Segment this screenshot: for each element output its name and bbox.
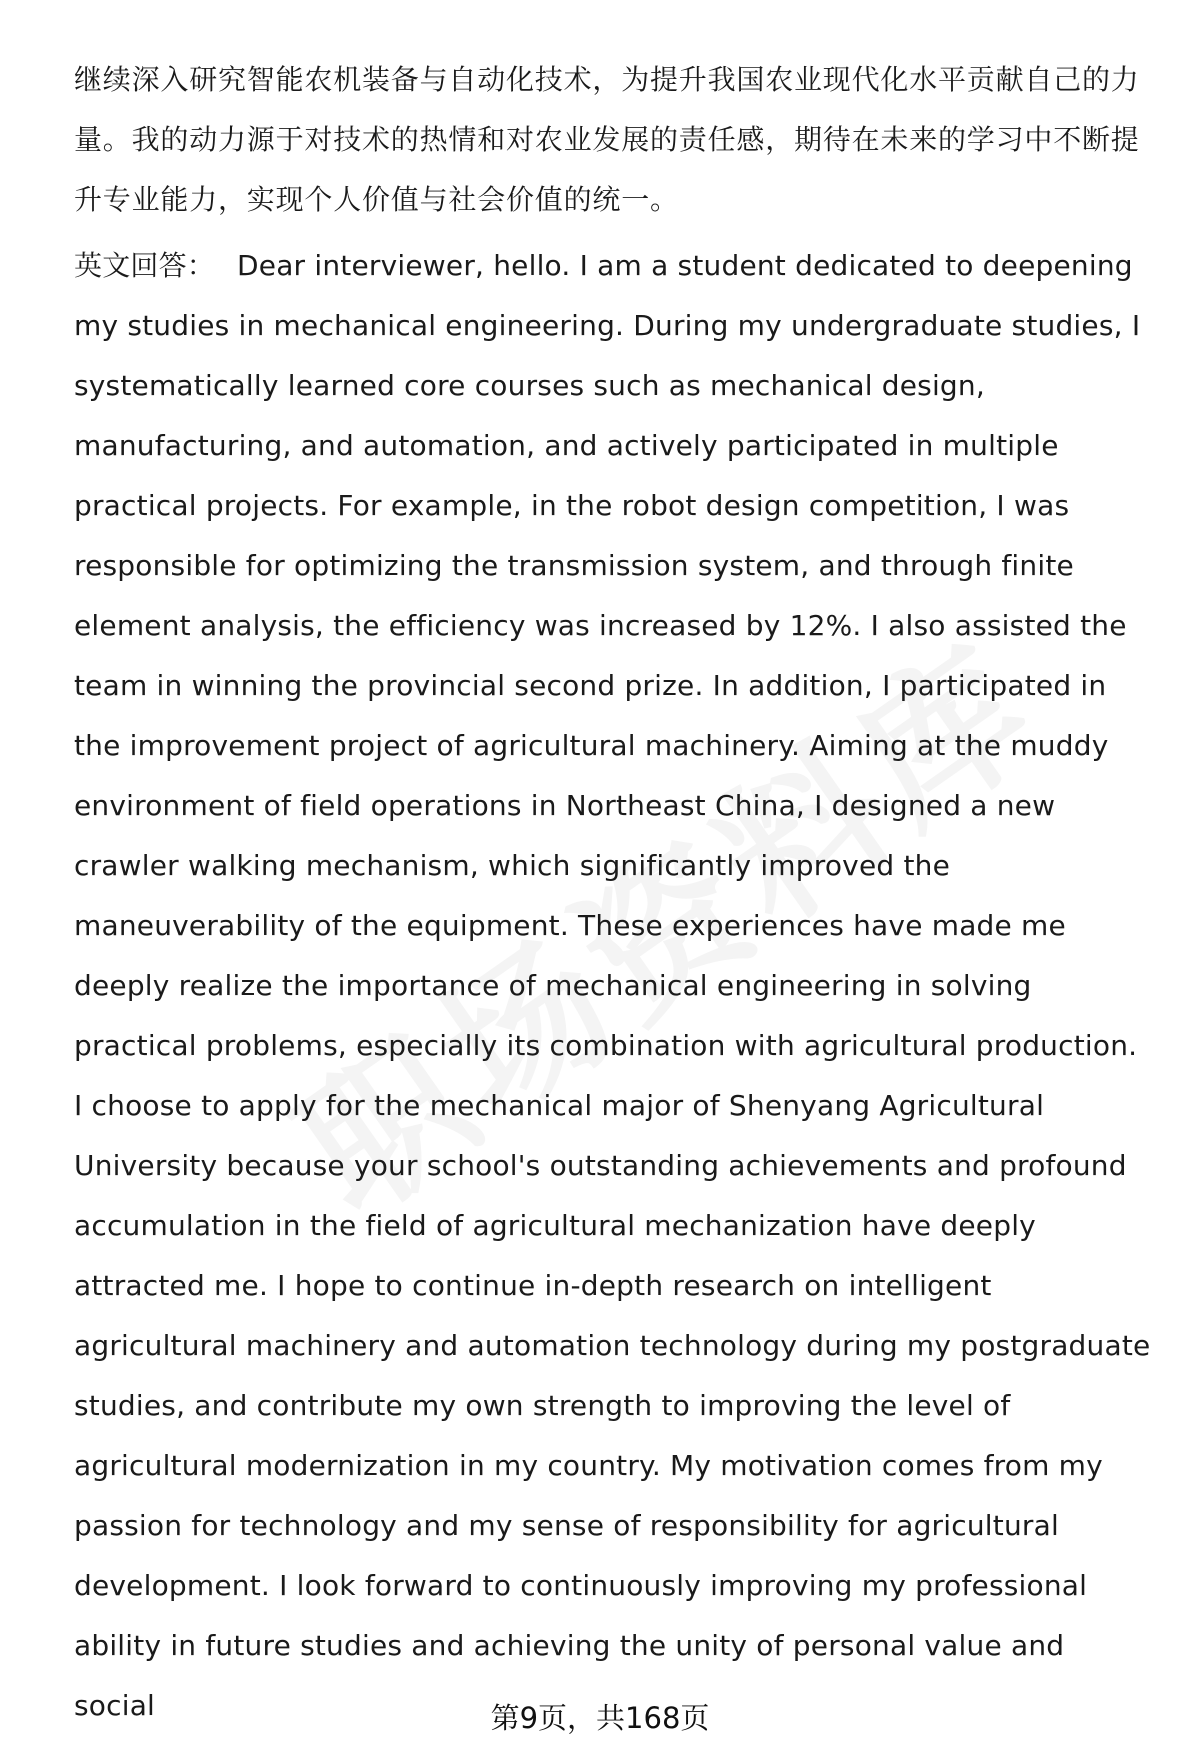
page-number: 第9页，共168页 <box>490 1701 710 1735</box>
english-answer-paragraph <box>74 236 1154 1736</box>
document-page <box>74 50 1154 1736</box>
english-answer-text: Dear interviewer, hello. I am a student dedicated to deepening my studies in mechanical engineering. During my undergraduate studies, I systematically learned core courses such as mechanical design, manufacturing, and automation, and actively participated in multiple practical projects. For example, in the robot design competition, I was responsible for optimizing the transmission system, and through finite element analysis, the efficiency was increased by 12%. I also assisted the team in winning the provincial second prize. In addition, I participated in the improvement project of agricultural machinery. Aiming at the muddy environment of field operations in Northeast China, I designed a new crawler walking mechanism, which significantly improved the maneuverability of the equipment. These experiences have made me deeply realize the importance of mechanical engineering in solving practical problems, especially its combination with agricultural production. I choose to apply for the mechanical major of Shenyang Agricultural University because your school's outstanding achievements and profound accumulation in the field of agricultural mechanization have deeply attracted me. I hope to continue in-depth research on intelligent agricultural machinery and automation technology during my postgraduate studies, and contribute my own strength to improving the level of agricultural modernization in my country. My motivation comes from my passion for technology and my sense of responsibility for agricultural development. I look forward to continuously improving my professional ability in future studies and achieving the unity of personal value and social <box>74 249 1151 1722</box>
english-answer-label: 英文回答： <box>74 249 216 282</box>
chinese-paragraph: 继续深入研究智能农机装备与自动化技术，为提升我国农业现代化水平贡献自己的力量。我的动力源于对技术的热情和对农业发展的责任感，期待在未来的学习中不断提升专业能力，实现个人价值与社会价值的统一。 <box>74 63 1140 216</box>
